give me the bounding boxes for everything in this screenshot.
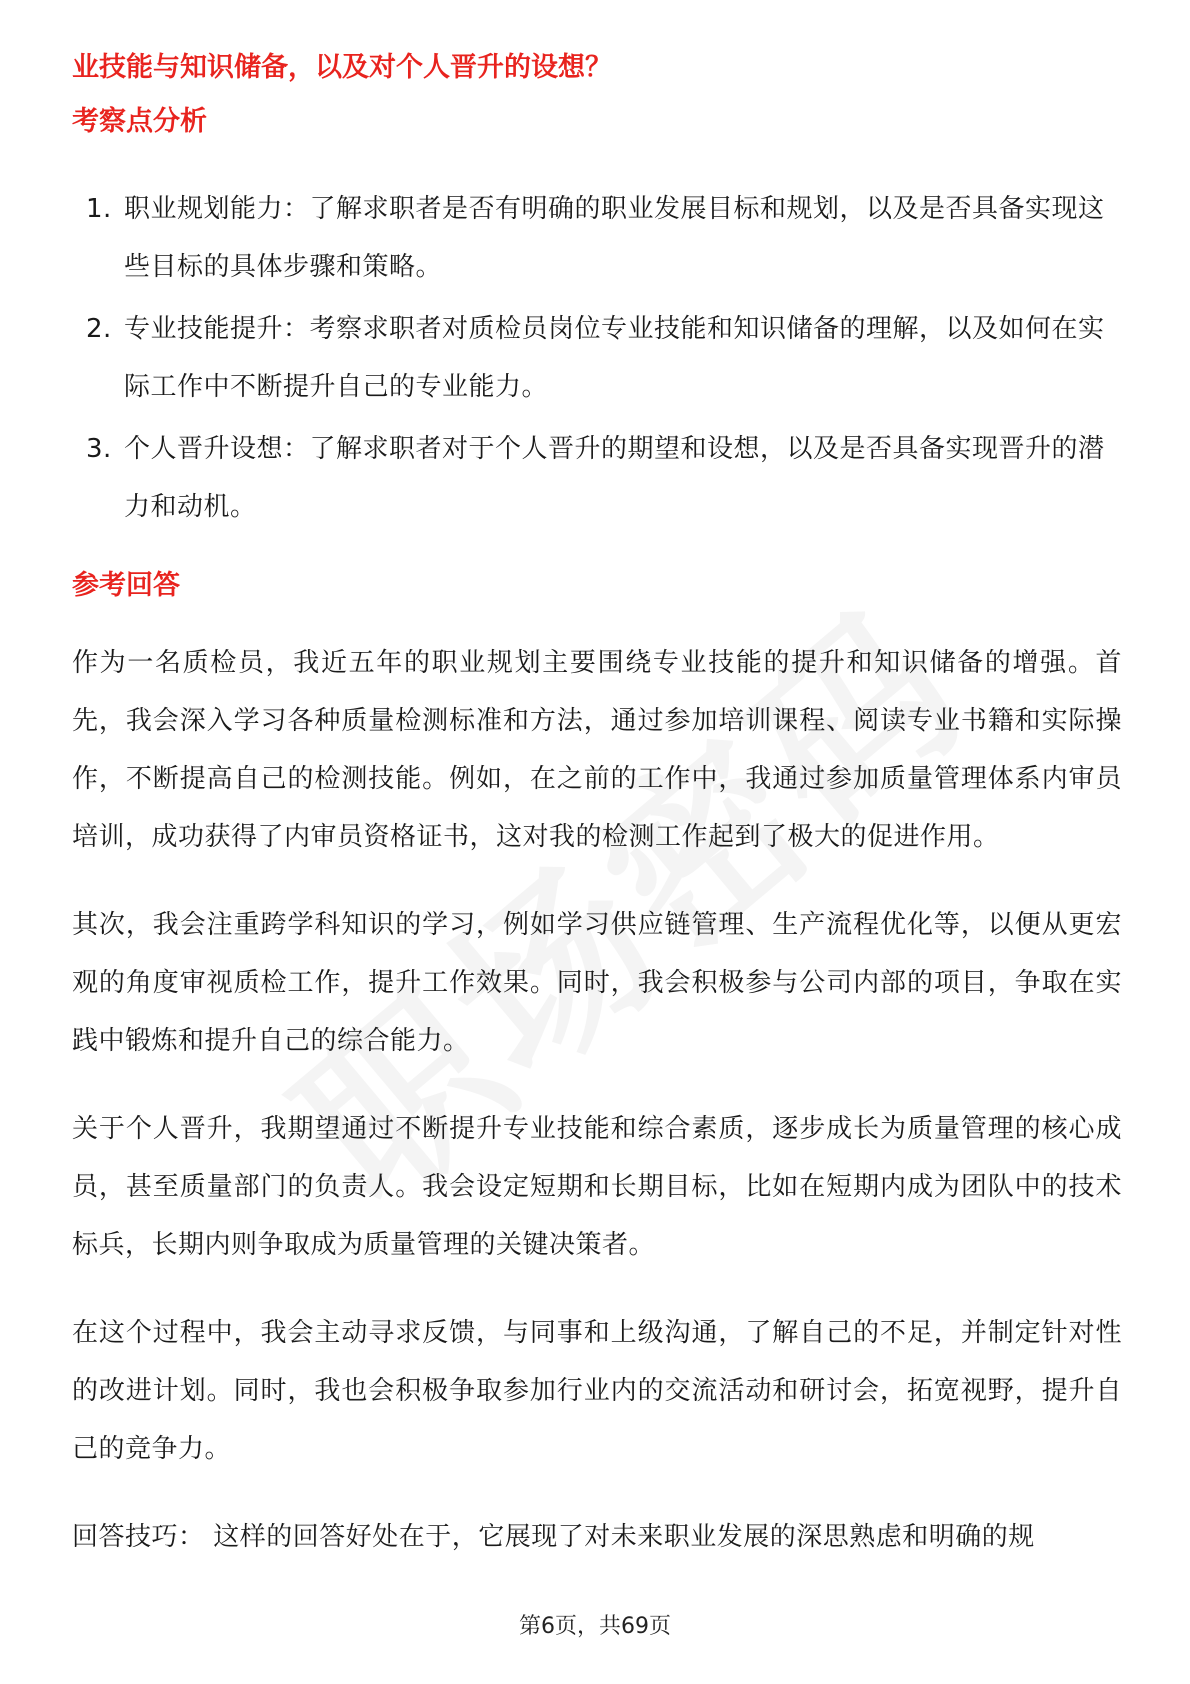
analysis-points-list [72,180,1122,536]
point-number: 1. [86,194,112,224]
page-content [72,48,1122,1566]
answer-paragraph: 其次，我会注重跨学科知识的学习，例如学习供应链管理、生产流程优化等，以便从更宏观的角度审视质检工作，提升工作效果。同时，我会积极参与公司内部的项目，争取在实践中锻炼和提升自己的综合能力。 [72,910,1122,1056]
question-text: 业技能与知识储备，以及对个人晋升的设想？ [72,52,612,83]
reference-heading: 参考回答 [72,570,180,601]
point-text: 专业技能提升：考察求职者对质检员岗位专业技能和知识储备的理解，以及如何在实际工作中不断提升自己的专业能力。 [124,314,1105,402]
answer-paragraph: 在这个过程中，我会主动寻求反馈，与同事和上级沟通，了解自己的不足，并制定针对性的改进计划。同时，我也会积极争取参加行业内的交流活动和研讨会，拓宽视野，提升自己的竞争力。 [72,1318,1122,1464]
answer-paragraph: 作为一名质检员，我近五年的职业规划主要围绕专业技能的提升和知识储备的增强。首先，我会深入学习各种质量检测标准和方法，通过参加培训课程、阅读专业书籍和实际操作，不断提高自己的检测技能。例如，在之前的工作中，我通过参加质量管理体系内审员培训，成功获得了内审员资格证书，这对我的检测工作起到了极大的促进作用。 [72,648,1122,852]
analysis-point [72,180,1122,296]
answer-paragraph: 关于个人晋升，我期望通过不断提升专业技能和综合素质，逐步成长为质量管理的核心成员，甚至质量部门的负责人。我会设定短期和长期目标，比如在短期内成为团队中的技术标兵，长期内则争取成为质量管理的关键决策者。 [72,1114,1122,1260]
analysis-heading: 考察点分析 [72,106,207,137]
point-number: 3. [86,434,112,464]
page-number: 第6页，共69页 [519,1614,671,1639]
analysis-point [72,420,1122,536]
point-text: 职业规划能力：了解求职者是否有明确的职业发展目标和规划，以及是否具备实现这些目标的具体步骤和策略。 [124,194,1105,282]
answer-tip: 回答技巧： 这样的回答好处在于，它展现了对未来职业发展的深思熟虑和明确的规 [72,1522,1035,1552]
point-text: 个人晋升设想：了解求职者对于个人晋升的期望和设想，以及是否具备实现晋升的潜力和动机。 [124,434,1105,522]
point-number: 2. [86,314,112,344]
analysis-point [72,300,1122,416]
